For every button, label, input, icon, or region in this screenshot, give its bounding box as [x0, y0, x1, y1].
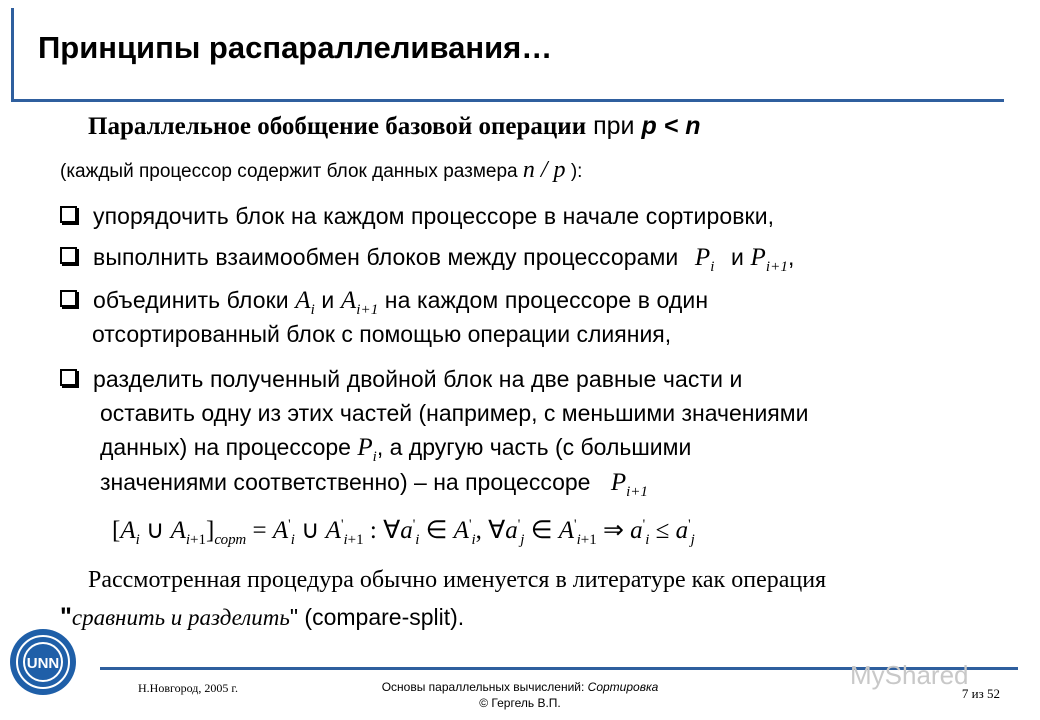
item-continuation: данных) на процессоре $P_i$, а другую часть (с большими [100, 434, 692, 465]
list-item [60, 366, 742, 393]
item-conjunction: и [731, 244, 744, 270]
checkbox-bullet-icon [60, 247, 77, 264]
item-continuation: оставить одну из этих частей (например, с меньшими значениями [100, 400, 809, 426]
item-text: упорядочить блок на каждом процессоре в начале сортировки, [93, 203, 775, 229]
item-conjunction: и [321, 287, 335, 313]
var-a-i-plus-1: $A_{i+1}$ [340, 287, 379, 318]
item-continuation: значениями соответственно) – на процессоре $P_{i+1}$ [100, 469, 648, 500]
subline-text: (каждый процессор содержит блок данных размера [60, 161, 518, 182]
var-p-i: $P_i$ [357, 434, 377, 465]
var-p-i: $P_i$ [694, 244, 715, 275]
footer-place-year: Н.Новгород, 2005 г. [138, 681, 238, 695]
checkbox-bullet-icon [60, 290, 77, 307]
compare-split-russian: сравнить и разделить [71, 605, 290, 630]
slide-title: Принципы распараллеливания… [38, 30, 553, 65]
checkbox-bullet-icon [60, 206, 77, 223]
item-punct: , [787, 244, 795, 270]
logo-text: UNN [26, 655, 60, 672]
title-accent-bar [11, 8, 14, 102]
heading-word: при [593, 112, 635, 140]
item-continuation: отсортированный блок с помощью операции слияния, [92, 321, 672, 347]
compare-split-english: " (compare-split). [289, 604, 465, 630]
list-item [60, 244, 794, 276]
list-item [60, 203, 774, 230]
heading-condition: p < n [641, 112, 701, 140]
var-a-i: $A_i$ [295, 287, 315, 318]
item-text: объединить блоки [93, 287, 289, 313]
open-quote: " [60, 603, 72, 631]
compare-split-formula: [$A_i$ ∪ $A_{i+1}]_{сорт} = A'_i$ ∪ $A'_{i+1}$ : $\forall a'_i$ ∈ $A'_i$, $\forall a'_j$ ∈ $A'_{i+1}$ ⇒ $a'_i \le a'_j$ [112, 517, 695, 548]
page-number: 7 из 52 [961, 686, 1000, 701]
section-heading [88, 112, 700, 141]
list-item [60, 287, 708, 319]
formula-subscript: сорт [214, 532, 247, 548]
footer-topic: Сортировка [587, 680, 659, 694]
footer-course-title: Основы параллельных вычислений: [381, 680, 585, 694]
item-text: разделить полученный двойной блок на две равные части и [93, 366, 743, 392]
conclusion-line-1: Рассмотренная процедура обычно именуется в литературе как операция [88, 567, 827, 593]
footer-author: © Гергель В.П. [479, 696, 561, 710]
title-underline [11, 99, 1004, 102]
var-p-i-plus-1: $P_{i+1}$ [610, 469, 648, 500]
subline-close: ): [570, 161, 583, 182]
var-p-i-plus-1: $P_{i+1}$ [750, 244, 788, 275]
item-text-cont: на каждом процессоре в один [384, 287, 709, 313]
item-text: выполнить взаимообмен блоков между процессорами [93, 244, 679, 270]
block-size-math: n / p [522, 157, 566, 183]
checkbox-bullet-icon [60, 369, 77, 386]
watermark: MyShared [850, 660, 969, 690]
heading-text: Параллельное обобщение базовой операции [88, 113, 587, 140]
subline [60, 157, 582, 184]
conclusion-line-2 [60, 603, 464, 632]
